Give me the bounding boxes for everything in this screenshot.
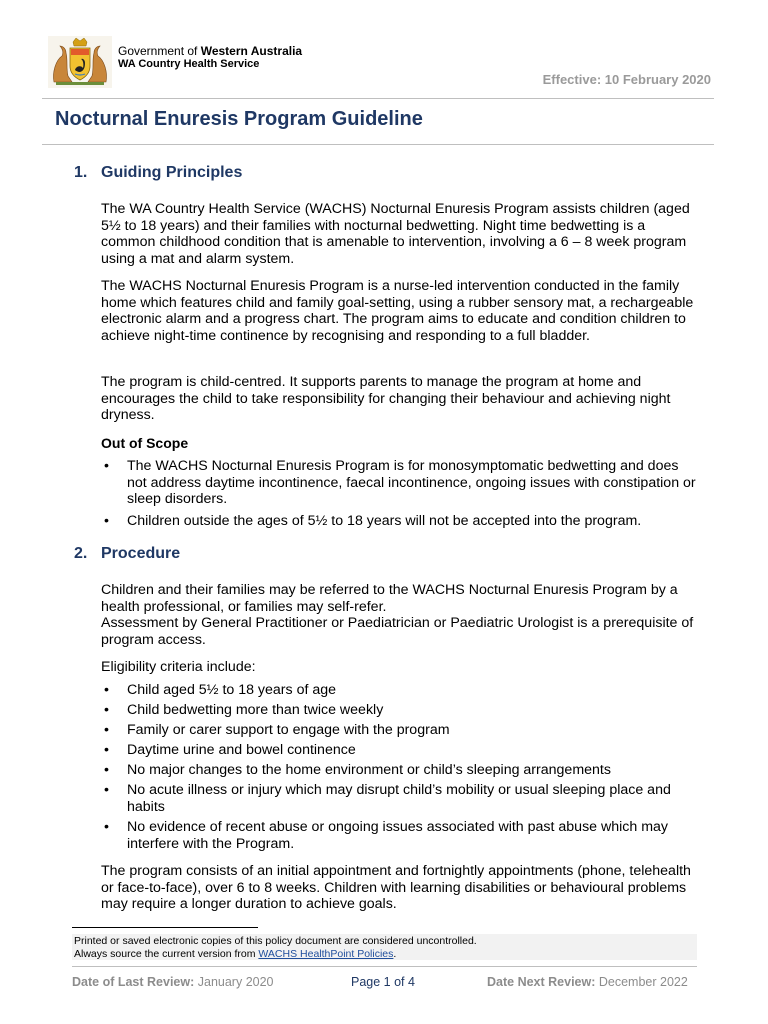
list-item: • Child bedwetting more than twice weekly (101, 702, 701, 719)
list-item: • Children outside the ages of 5½ to 18 years will not be accepted into the program. (101, 513, 701, 530)
next-review-label: Date Next Review: (487, 975, 596, 989)
referral-line-1: Children and their families may be referred to the WACHS Nocturnal Enuresis Program by a health professional, or families may self-refer. (101, 582, 678, 615)
gov-prefix: Government of (118, 44, 201, 58)
title-divider (42, 144, 714, 145)
out-of-scope-list (101, 458, 701, 529)
eligibility-intro: Eligibility criteria include: (101, 659, 256, 675)
footer-divider (72, 966, 697, 967)
section-2-title: Procedure (101, 545, 181, 562)
next-review-value: December 2022 (598, 975, 688, 989)
list-item: • Daytime urine and bowel continence (101, 742, 701, 759)
uncontrolled-copy-notice (72, 934, 697, 960)
notice-suffix: . (393, 947, 397, 960)
section-1-heading (74, 164, 242, 182)
section-1-paragraph-2: The WACHS Nocturnal Enuresis Program is a nurse-led intervention conducted in the family home which features child and family goal-setting, using a rubber sensory mat, a rechargeable electronic alarm and a progress chart. The program aims to educate and condition children to achieve night-time continence by recognising and responding to a full bladder. (101, 278, 694, 344)
list-item: • No evidence of recent abuse or ongoing issues associated with past abuse which may interfere with the Program. (101, 819, 701, 852)
list-item: • Child aged 5½ to 18 years of age (101, 682, 701, 699)
referral-line-2: Assessment by General Practitioner or Paediatrician or Paediatric Urologist is a prerequisite of program access. (101, 615, 694, 648)
list-item: • Family or carer support to engage with the program (101, 722, 701, 739)
header-divider (42, 98, 714, 99)
gov-state: Western Australia (200, 44, 303, 58)
out-of-scope-heading: Out of Scope (101, 435, 189, 451)
section-2-heading (74, 545, 180, 563)
page-number: Page 1 of 4 (351, 975, 415, 989)
last-review-label: Date of Last Review: (72, 975, 195, 989)
program-duration-paragraph: The program consists of an initial appointment and fortnightly appointments (phone, telehealth or face-to-face), over 6 to 8 weeks. Children with learning disabilities or behavioural problems may require a longer duration to achieve goals. (101, 863, 691, 913)
footnote-rule (72, 927, 258, 928)
section-2-number: 2. (74, 545, 88, 562)
list-item: • The WACHS Nocturnal Enuresis Program is for monosymptomatic bedwetting and does not address daytime incontinence, faecal incontinence, ongoing issues with constipation or sleep disorders. (101, 458, 701, 508)
referral-paragraph (101, 582, 701, 648)
wa-coat-of-arms-logo (48, 36, 112, 88)
effective-date: Effective: 10 February 2020 (542, 72, 711, 87)
section-1-number: 1. (74, 164, 88, 181)
service-name: WA Country Health Service (118, 58, 260, 70)
next-review (487, 975, 688, 989)
list-item: • No major changes to the home environment or child’s sleeping arrangements (101, 762, 701, 779)
last-review-value: January 2020 (197, 975, 274, 989)
document-title: Nocturnal Enuresis Program Guideline (55, 108, 423, 130)
notice-line-1: Printed or saved electronic copies of this policy document are considered uncontrolled. (74, 935, 477, 947)
eligibility-list (101, 682, 701, 852)
government-name (118, 44, 302, 58)
section-1-title: Guiding Principles (101, 164, 243, 181)
section-1-paragraph-1: The WA Country Health Service (WACHS) Nocturnal Enuresis Program assists children (aged 5½ to 18 years) and their families with nocturnal bedwetting. Night time bedwetting is a common childhood condition that is amenable to intervention, involving a 6 – 8 week program using a mat and alarm system. (101, 201, 690, 267)
notice-prefix: Always source the current version from (74, 947, 259, 960)
list-item: • No acute illness or injury which may disrupt child’s mobility or usual sleeping place and habits (101, 782, 701, 815)
last-review (72, 975, 274, 989)
section-1-paragraph-3: The program is child-centred. It supports parents to manage the program at home and encourages the child to take responsibility for changing their behaviour and achieving night dryness. (101, 374, 671, 424)
healthpoint-policies-link[interactable]: WACHS HealthPoint Policies (258, 947, 394, 960)
notice-line-2 (74, 948, 697, 961)
